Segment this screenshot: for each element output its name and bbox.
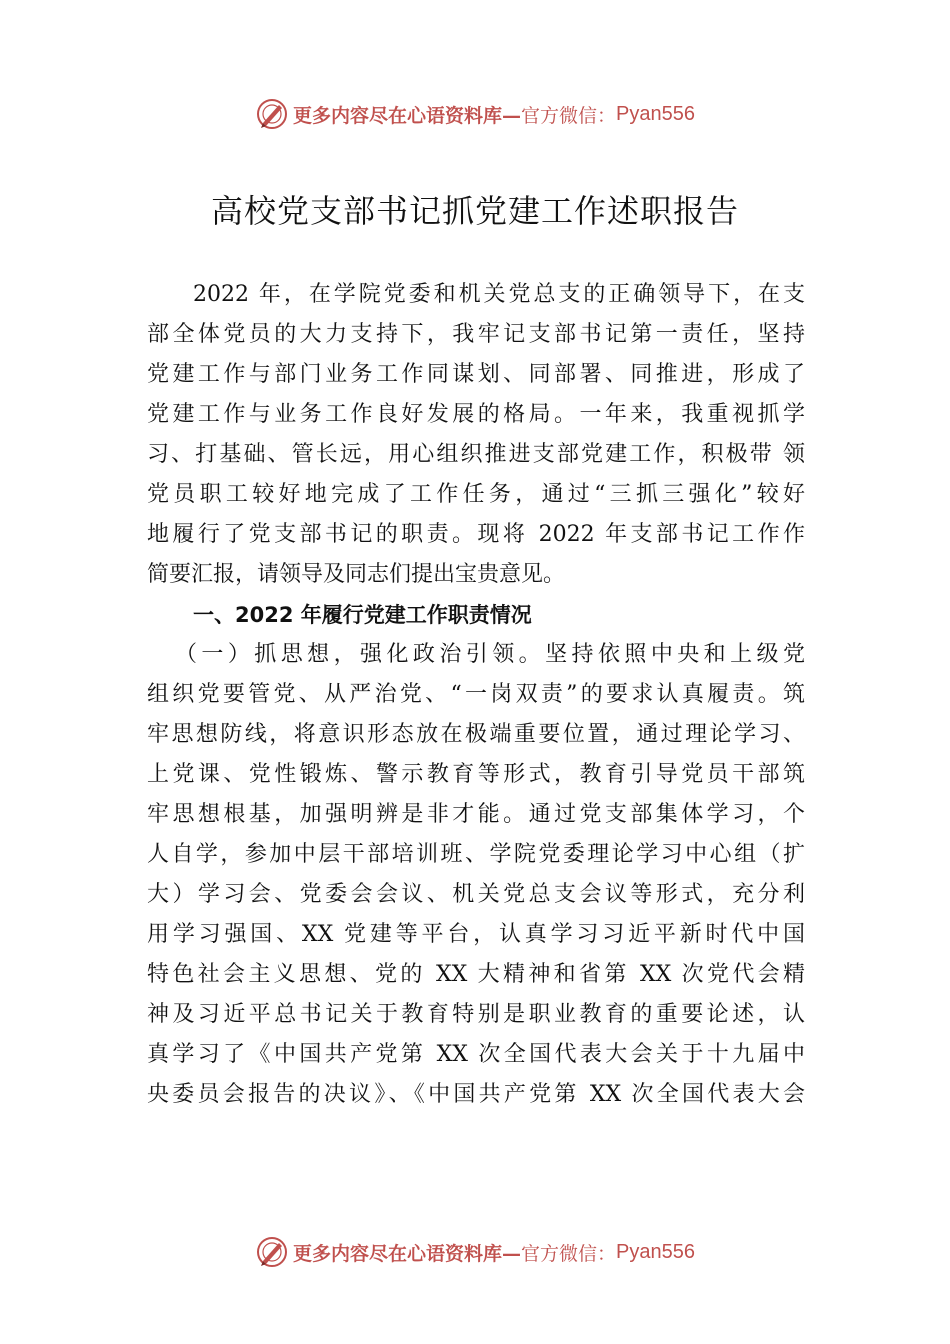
banner-slogan: 更多内容尽在心语资料库— (293, 104, 522, 127)
paragraph-line: 特色社会主义思想、党的 XX 大精神和省第 XX 次党代会精 (147, 962, 805, 987)
paragraph-line: 组织党要管党、从严治党、“一岗双责”的要求认真履责。筑 (147, 682, 805, 707)
banner-wechat-label: 官方微信： (521, 104, 617, 127)
paragraph-line: 用学习强国、XX 党建等平台，认真学习习近平新时代中国 (147, 922, 805, 947)
banner-wechat-label: 官方微信： (521, 1242, 617, 1265)
document-body (147, 275, 805, 1115)
paragraph-line: 简要汇报，请领导及同志们提出宝贵意见。 (147, 562, 566, 587)
banner-wechat-id: Pyan556 (616, 102, 695, 125)
paragraph-line: 上党课、党性锻炼、警示教育等形式，教育引导党员干部筑 (147, 762, 805, 787)
paragraph-line: 真学习了《中国共产党第 XX 次全国代表大会关于十九届中 (147, 1042, 805, 1067)
paragraph-line: 党建工作与部门业务工作同谋划、同部署、同推进，形成了 (147, 362, 805, 387)
paragraph-line: 党员职工较好地完成了工作任务，通过“三抓三强化”较好 (147, 482, 805, 507)
paragraph-line: 大）学习会、党委会会议、机关党总支会议等形式，充分利 (147, 882, 805, 907)
banner-slogan: 更多内容尽在心语资料库— (293, 1242, 522, 1265)
paragraph-line: 人自学，参加中层干部培训班、学院党委理论学习中心组（扩 (147, 842, 805, 867)
banner-wechat-id: Pyan556 (616, 1240, 695, 1263)
paragraph-line: 地履行了党支部书记的职责。现将 2022 年支部书记工作作 (147, 522, 805, 547)
section-heading: 一、2022 年履行党建工作职责情况 (193, 603, 532, 627)
document-title: 高校党支部书记抓党建工作述职报告 (210, 192, 739, 230)
pen-logo-icon (255, 1235, 289, 1269)
footer-watermark-banner (0, 1232, 950, 1272)
paragraph-line: 习、打基础、管长远，用心组织推进支部党建工作，积极带 领 (147, 442, 805, 467)
pen-logo-icon (255, 97, 289, 131)
paragraph-line: 央委员会报告的决议》、《中国共产党第 XX 次全国代表大会 (147, 1082, 805, 1107)
paragraph-line: 党建工作与业务工作良好发展的格局。一年来，我重视抓学 (147, 402, 805, 427)
paragraph-line: 2022 年，在学院党委和机关党总支的正确领导下，在支 (193, 282, 805, 307)
paragraph-line: 牢思想防线，将意识形态放在极端重要位置，通过理论学习、 (147, 722, 805, 747)
paragraph-line: 部全体党员的大力支持下，我牢记支部书记第一责任，坚持 (147, 322, 805, 347)
paragraph-line: 牢思想根基，加强明辨是非才能。通过党支部集体学习，个 (147, 802, 805, 827)
header-watermark-banner (0, 94, 950, 134)
paragraph-line: （一）抓思想，强化政治引领。坚持依照中央和上级党 (175, 642, 805, 667)
paragraph-line: 神及习近平总书记关于教育特别是职业教育的重要论述，认 (147, 1002, 805, 1027)
